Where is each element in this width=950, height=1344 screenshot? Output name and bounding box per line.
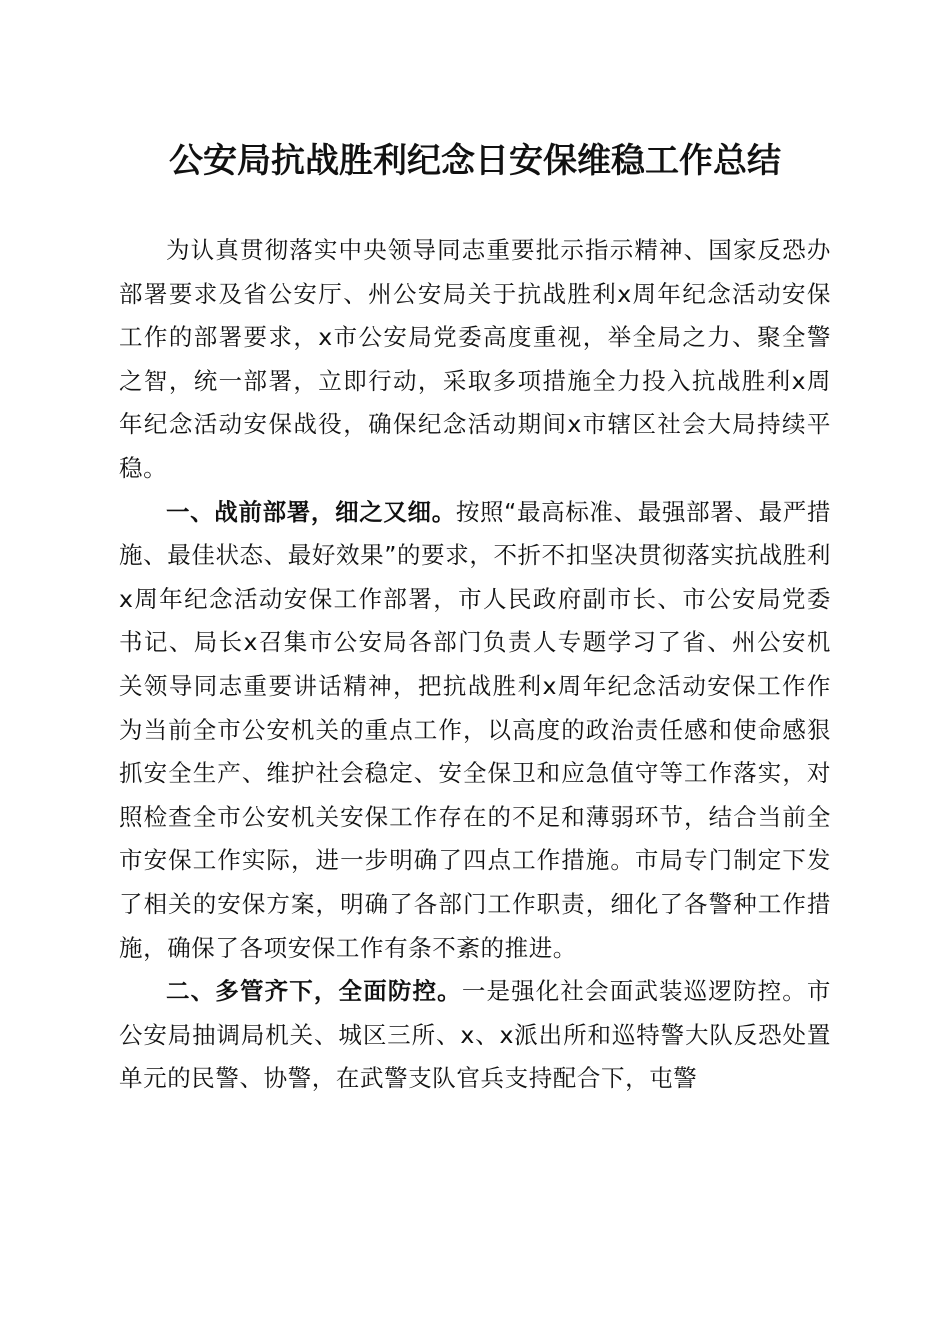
section-1-text: 按照“最高标准、最强部署、最严措施、最佳状态、最好效果”的要求，不折不扣坚决贯彻落实抗战胜利x周年纪念活动安保工作部署，市人民政府副市长、市公安局党委书记、局长x召集市公安局各部门负责人专题学习了省、州公安机关领导同志重要讲话精神，把抗战胜利x周年纪念活动安保工作作为当前全市公安机关的重点工作，以高度的政治责任感和使命感狠抓安全生产、维护社会稳定、安全保卫和应急值守等工作落实，对照检查全市公安机关安保工作存在的不足和薄弱环节，结合当前全市安保工作实际，进一步明确了四点工作措施。市局专门制定下发了相关的安保方案，明确了各部门工作职责，细化了各警种工作措施，确保了各项安保工作有条不紊的推进。	[119, 497, 831, 962]
document-title: 公安局抗战胜利纪念日安保维稳工作总结	[169, 141, 781, 181]
document-body	[119, 229, 831, 1101]
paragraph-intro-text: 为认真贯彻落实中央领导同志重要批示指示精神、国家反恐办部署要求及省公安厅、州公安局关于抗战胜利x周年纪念活动安保工作的部署要求，x市公安局党委高度重视，举全局之力、聚全警之智，统一部署，立即行动，采取多项措施全力投入抗战胜利x周年纪念活动安保战役，确保纪念活动期间x市辖区社会大局持续平稳。	[119, 236, 831, 482]
section-1-heading: 一、战前部署，细之又细。	[166, 497, 456, 526]
paragraph-section-2	[119, 970, 831, 1101]
paragraph-intro	[119, 229, 831, 491]
paragraph-section-1	[119, 491, 831, 971]
section-2-heading: 二、多管齐下，全面防控。	[166, 977, 462, 1006]
section-2-text: 一是强化社会面武装巡逻防控。市公安局抽调局机关、城区三所、x、x派出所和巡特警大队反恐处置单元的民警、协警，在武警支队官兵支持配合下，屯警	[119, 977, 832, 1093]
